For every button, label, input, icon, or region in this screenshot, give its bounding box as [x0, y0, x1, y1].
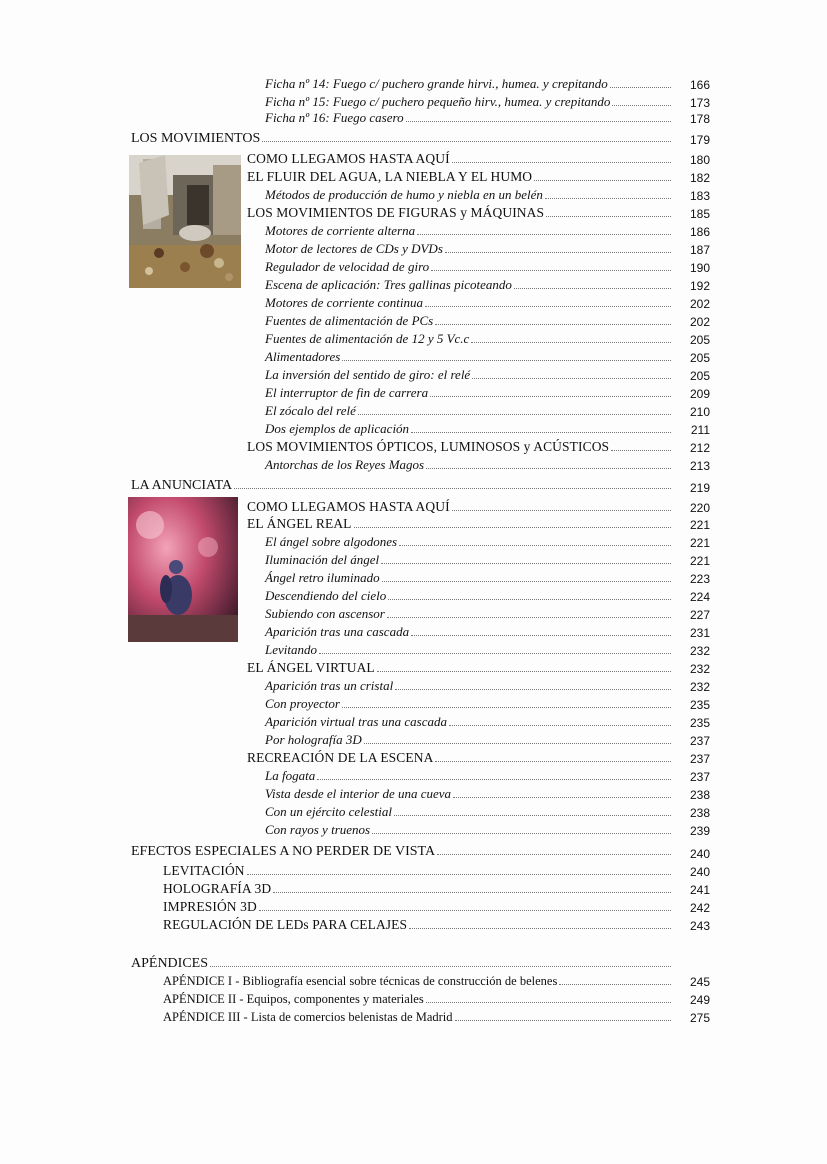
- toc-entry[interactable]: Vista desde el interior de una cueva: [265, 786, 675, 804]
- page-number: 220: [689, 501, 710, 515]
- page-number: 186: [689, 225, 710, 239]
- toc-entry[interactable]: Fuentes de alimentación de PCs: [265, 313, 675, 331]
- page-number: 243: [689, 919, 710, 933]
- toc-section[interactable]: EL ÁNGEL REAL: [247, 516, 675, 534]
- toc-section[interactable]: EL FLUIR DEL AGUA, LA NIEBLA Y EL HUMO: [247, 169, 675, 187]
- page-number: 180: [689, 153, 710, 167]
- page-number: 232: [689, 662, 710, 676]
- page-number: 190: [689, 261, 710, 275]
- toc-entry[interactable]: Aparición virtual tras una cascada: [265, 714, 675, 732]
- page-number: 224: [689, 590, 710, 604]
- page-number: 223: [689, 572, 710, 586]
- toc-appendix[interactable]: APÉNDICE III - Lista de comercios belenistas de Madrid: [163, 1009, 675, 1027]
- toc-entry[interactable]: Motores de corriente alterna: [265, 223, 675, 241]
- page-number: 240: [689, 865, 710, 879]
- page-number: 219: [689, 481, 710, 495]
- toc-section[interactable]: HOLOGRAFÍA 3D: [163, 881, 675, 899]
- toc-entry[interactable]: Antorchas de los Reyes Magos: [265, 457, 675, 475]
- page-number: 192: [689, 279, 710, 293]
- page-number: 242: [689, 901, 710, 915]
- toc-entry[interactable]: Escena de aplicación: Tres gallinas picoteando: [265, 277, 675, 295]
- page-number: 178: [689, 112, 710, 126]
- toc-chapter[interactable]: APÉNDICES: [131, 955, 675, 973]
- toc-entry[interactable]: Con rayos y truenos: [265, 822, 675, 840]
- toc-entry[interactable]: Métodos de producción de humo y niebla en un belén: [265, 187, 675, 205]
- toc-entry[interactable]: Dos ejemplos de aplicación: [265, 421, 675, 439]
- toc-entry[interactable]: Motor de lectores de CDs y DVDs: [265, 241, 675, 259]
- page-number: 232: [689, 680, 710, 694]
- page-number: 241: [689, 883, 710, 897]
- page-number: 179: [689, 133, 710, 147]
- toc-section[interactable]: RECREACIÓN DE LA ESCENA: [247, 750, 675, 768]
- page-number: 213: [689, 459, 710, 473]
- toc-entry[interactable]: Aparición tras una cascada: [265, 624, 675, 642]
- page-number: 221: [689, 518, 710, 532]
- toc-entry[interactable]: Aparición tras un cristal: [265, 678, 675, 696]
- toc-entry[interactable]: El ángel sobre algodones: [265, 534, 675, 552]
- toc-entry[interactable]: Regulador de velocidad de giro: [265, 259, 675, 277]
- page-number: 237: [689, 734, 710, 748]
- toc-appendix[interactable]: APÉNDICE I - Bibliografía esencial sobre técnicas de construcción de belenes: [163, 973, 675, 991]
- toc-entry[interactable]: Fuentes de alimentación de 12 y 5 Vc.c: [265, 331, 675, 349]
- toc-section[interactable]: LOS MOVIMIENTOS ÓPTICOS, LUMINOSOS y ACÚSTICOS: [247, 439, 675, 457]
- toc-section[interactable]: LEVITACIÓN: [163, 863, 675, 881]
- toc-entry[interactable]: Ficha nº 15: Fuego c/ puchero pequeño hirv., humea. y crepitando: [265, 94, 675, 112]
- page-number: 249: [689, 993, 710, 1007]
- toc-entry[interactable]: El zócalo del relé: [265, 403, 675, 421]
- page-number: 232: [689, 644, 710, 658]
- toc-section[interactable]: EL ÁNGEL VIRTUAL: [247, 660, 675, 678]
- toc-section[interactable]: COMO LLEGAMOS HASTA AQUÍ: [247, 151, 675, 169]
- page-number: 166: [689, 78, 710, 92]
- toc-entry[interactable]: Iluminación del ángel: [265, 552, 675, 570]
- page-number: 187: [689, 243, 710, 257]
- anunciata-photo: [128, 497, 238, 642]
- toc-appendix[interactable]: APÉNDICE II - Equipos, componentes y materiales: [163, 991, 675, 1009]
- page-number: 210: [689, 405, 710, 419]
- page-number: 183: [689, 189, 710, 203]
- page-number: 237: [689, 752, 710, 766]
- page-number: 245: [689, 975, 710, 989]
- toc-chapter[interactable]: LA ANUNCIATA: [131, 477, 675, 495]
- toc-entry[interactable]: Alimentadores: [265, 349, 675, 367]
- toc-entry[interactable]: Descendiendo del cielo: [265, 588, 675, 606]
- page-number: 209: [689, 387, 710, 401]
- page-number: 205: [689, 333, 710, 347]
- toc-entry[interactable]: Por holografía 3D: [265, 732, 675, 750]
- toc-entry[interactable]: Ficha nº 16: Fuego casero: [265, 110, 675, 128]
- page-number: 275: [689, 1011, 710, 1025]
- page-number: 211: [690, 423, 710, 437]
- movimientos-photo: [129, 155, 241, 288]
- toc-entry[interactable]: Subiendo con ascensor: [265, 606, 675, 624]
- toc-chapter[interactable]: LOS MOVIMIENTOS: [131, 130, 675, 148]
- page-number: 231: [689, 626, 710, 640]
- page-number: 235: [689, 698, 710, 712]
- page-number: 240: [689, 847, 710, 861]
- page-number: 205: [689, 369, 710, 383]
- toc-section[interactable]: REGULACIÓN DE LEDs PARA CELAJES: [163, 917, 675, 935]
- toc-entry[interactable]: La fogata: [265, 768, 675, 786]
- toc-section[interactable]: COMO LLEGAMOS HASTA AQUÍ: [247, 499, 675, 517]
- toc-entry[interactable]: Motores de corriente continua: [265, 295, 675, 313]
- page-number: 221: [689, 554, 710, 568]
- page-number: 185: [689, 207, 710, 221]
- page-number: 212: [689, 441, 710, 455]
- page-number: 173: [689, 96, 710, 110]
- page-number: 238: [689, 806, 710, 820]
- toc-section[interactable]: LOS MOVIMIENTOS DE FIGURAS y MÁQUINAS: [247, 205, 675, 223]
- page-number: 202: [689, 297, 710, 311]
- page-number: 182: [689, 171, 710, 185]
- page-number: 205: [689, 351, 710, 365]
- page-number: 237: [689, 770, 710, 784]
- page-number: 235: [689, 716, 710, 730]
- toc-section[interactable]: IMPRESIÓN 3D: [163, 899, 675, 917]
- toc-entry[interactable]: Con proyector: [265, 696, 675, 714]
- toc-entry[interactable]: Levitando: [265, 642, 675, 660]
- page-number: 238: [689, 788, 710, 802]
- page-number: 221: [689, 536, 710, 550]
- page-number: 227: [689, 608, 710, 622]
- page-number: 202: [689, 315, 710, 329]
- toc-entry[interactable]: Ángel retro iluminado: [265, 570, 675, 588]
- toc-chapter[interactable]: EFECTOS ESPECIALES A NO PERDER DE VISTA: [131, 843, 675, 861]
- toc-entry[interactable]: El interruptor de fin de carrera: [265, 385, 675, 403]
- toc-entry[interactable]: Con un ejército celestial: [265, 804, 675, 822]
- toc-entry[interactable]: Ficha nº 14: Fuego c/ puchero grande hirvi., humea. y crepitando: [265, 76, 675, 94]
- page-number: 239: [689, 824, 710, 838]
- toc-entry[interactable]: La inversión del sentido de giro: el relé: [265, 367, 675, 385]
